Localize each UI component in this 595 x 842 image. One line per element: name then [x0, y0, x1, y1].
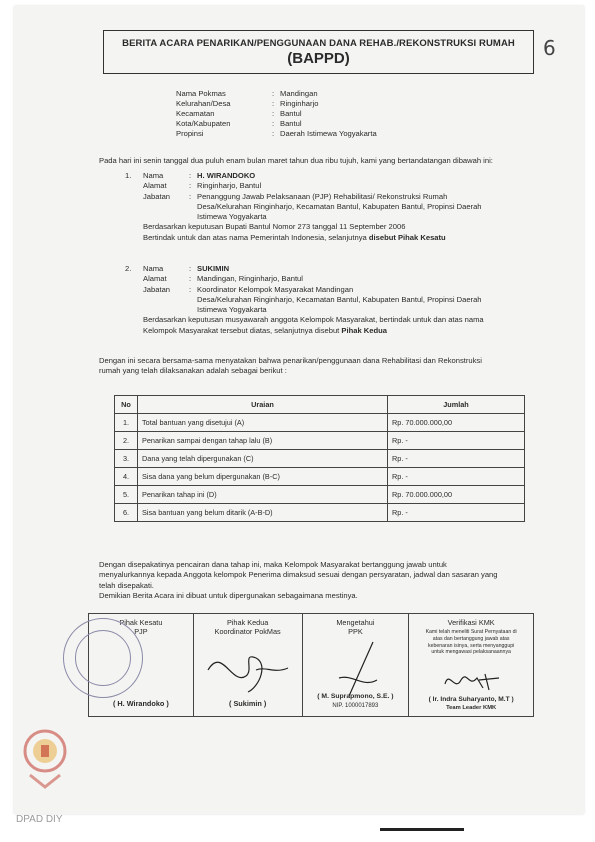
signature-party-one: Pihak Kesatu PJP ( H. Wirandoko )	[89, 614, 194, 716]
party-two-name: SUKIMIN	[197, 264, 230, 273]
handwritten-signature-sukimin	[202, 640, 298, 696]
table-header-row	[115, 396, 525, 414]
page-bottom-bar	[380, 828, 464, 831]
official-stamp-inner	[75, 630, 131, 686]
pokmas-info: Nama Pokmas : Mandingan Kelurahan/Desa : Ringinharjo Kecamatan : Bantul Kota/Kabupaten : Bantul Propinsi : Daerah Istimewa Yogyakarta	[176, 89, 377, 138]
party-one-name: H. WIRANDOKO	[197, 171, 256, 180]
signature-party-two: Pihak Kedua Koordinator PokMas ( Sukimin )	[194, 614, 303, 716]
document-title-box	[103, 30, 534, 74]
handwritten-signature-kmk	[439, 666, 509, 696]
document-acronym: (BAPPD)	[287, 50, 350, 67]
signature-kmk: Verifikasi KMK Kami telah meneliti Surat Pernyataan di atas dan bertanggung jawab atas kebenaran isinya, serta menyanggupi untuk mengawasi pelaksanaannya ( Ir. Indra Suharyanto, M.T ) Team Leader KMK	[425, 618, 517, 711]
party-one-block: 1. Nama : H. WIRANDOKO Alamat : Ringinharjo, Bantul Jabatan : Penanggung Jawab Pelaksanaan (PJP) Rehabilitasi/ Rekonstruksi Rumah Desa/Kelurahan Ringinharjo, Kecamatan Bantul, Kabupaten Bantul, Propinsi Daerah Istimewa Yogyakarta Berdasarkan keputusan Bupati Bantul Nomor 273 tanggal 11 September 2006 Bertindak untuk dan atas nama Pemerintah Indonesia, selanjutnya disebut Pihak Kesatu	[125, 171, 482, 242]
handwritten-signature-ppk	[319, 638, 399, 698]
fund-table	[114, 395, 525, 522]
col-header-desc: Uraian	[138, 396, 388, 414]
col-header-amount: Jumlah	[388, 396, 525, 414]
col-header-no: No	[115, 396, 138, 414]
watermark-text: DPAD DIY	[16, 814, 63, 825]
closing-text: Dengan disepakatinya pencairan dana tahap ini, maka Kelompok Masyarakat bertanggung jawab untuk menyalurkannya kepada Anggota kelompok Penerima dimaksud sesuai dengan persyaratan, jadwal dan sasaran yang telah disepakati. Demikian Berita Acara ini dibuat untuk dipergunakan sebagaimana mestinya.	[99, 560, 498, 600]
dpad-emblem-icon	[20, 725, 70, 793]
table-row: 2. Penarikan sampai dengan tahap lalu (B) Rp. -	[115, 432, 525, 450]
table-row: 4. Sisa dana yang belum dipergunakan (B-C) Rp. -	[115, 468, 525, 486]
handwritten-page-number: 6	[543, 36, 556, 60]
table-row: 5. Penarikan tahap ini (D) Rp. 70.000.000,00	[115, 486, 525, 504]
signature-table	[88, 613, 534, 717]
table-row: 3. Dana yang telah dipergunakan (C) Rp. -	[115, 450, 525, 468]
signature-ppk: Mengetahui PPK ( M. Suprapmono, S.E. ) NIP. 1000017893	[303, 614, 410, 716]
table-row: 6. Sisa bantuan yang belum ditarik (A-B-D) Rp. -	[115, 504, 525, 522]
document-title: BERITA ACARA PENARIKAN/PENGGUNAAN DANA REHAB./REKONSTRUKSI RUMAH	[122, 38, 515, 49]
intro-text: Pada hari ini senin tanggal dua puluh enam bulan maret tahun dua ribu tujuh, kami yang bertandatangan dibawah ini:	[99, 156, 493, 165]
table-row: 1. Total bantuan yang disetujui (A) Rp. 70.000.000,00	[115, 414, 525, 432]
party-two-block: 2. Nama : SUKIMIN Alamat : Mandingan, Ringinharjo, Bantul Jabatan : Koordinator Kelompok Masyarakat Mandingan Desa/Kelurahan Ringinharjo, Kecamatan Bantul, Kabupaten Bantul, Propinsi Daerah Istimewa Yogyakarta Berdasarkan keputusan musyawarah anggota Kelompok Masyarakat, bertindak untuk dan atas nama Kelompok Masyarakat tersebut diatas, selanjutnya disebut Pihak Kedua	[125, 264, 484, 335]
statement-text: Dengan ini secara bersama-sama menyatakan bahwa penarikan/penggunaan dana Rehabilitasi dan Rekonstruksi rumah yang telah dilaksanakan adalah sebagai berikut :	[99, 356, 482, 376]
